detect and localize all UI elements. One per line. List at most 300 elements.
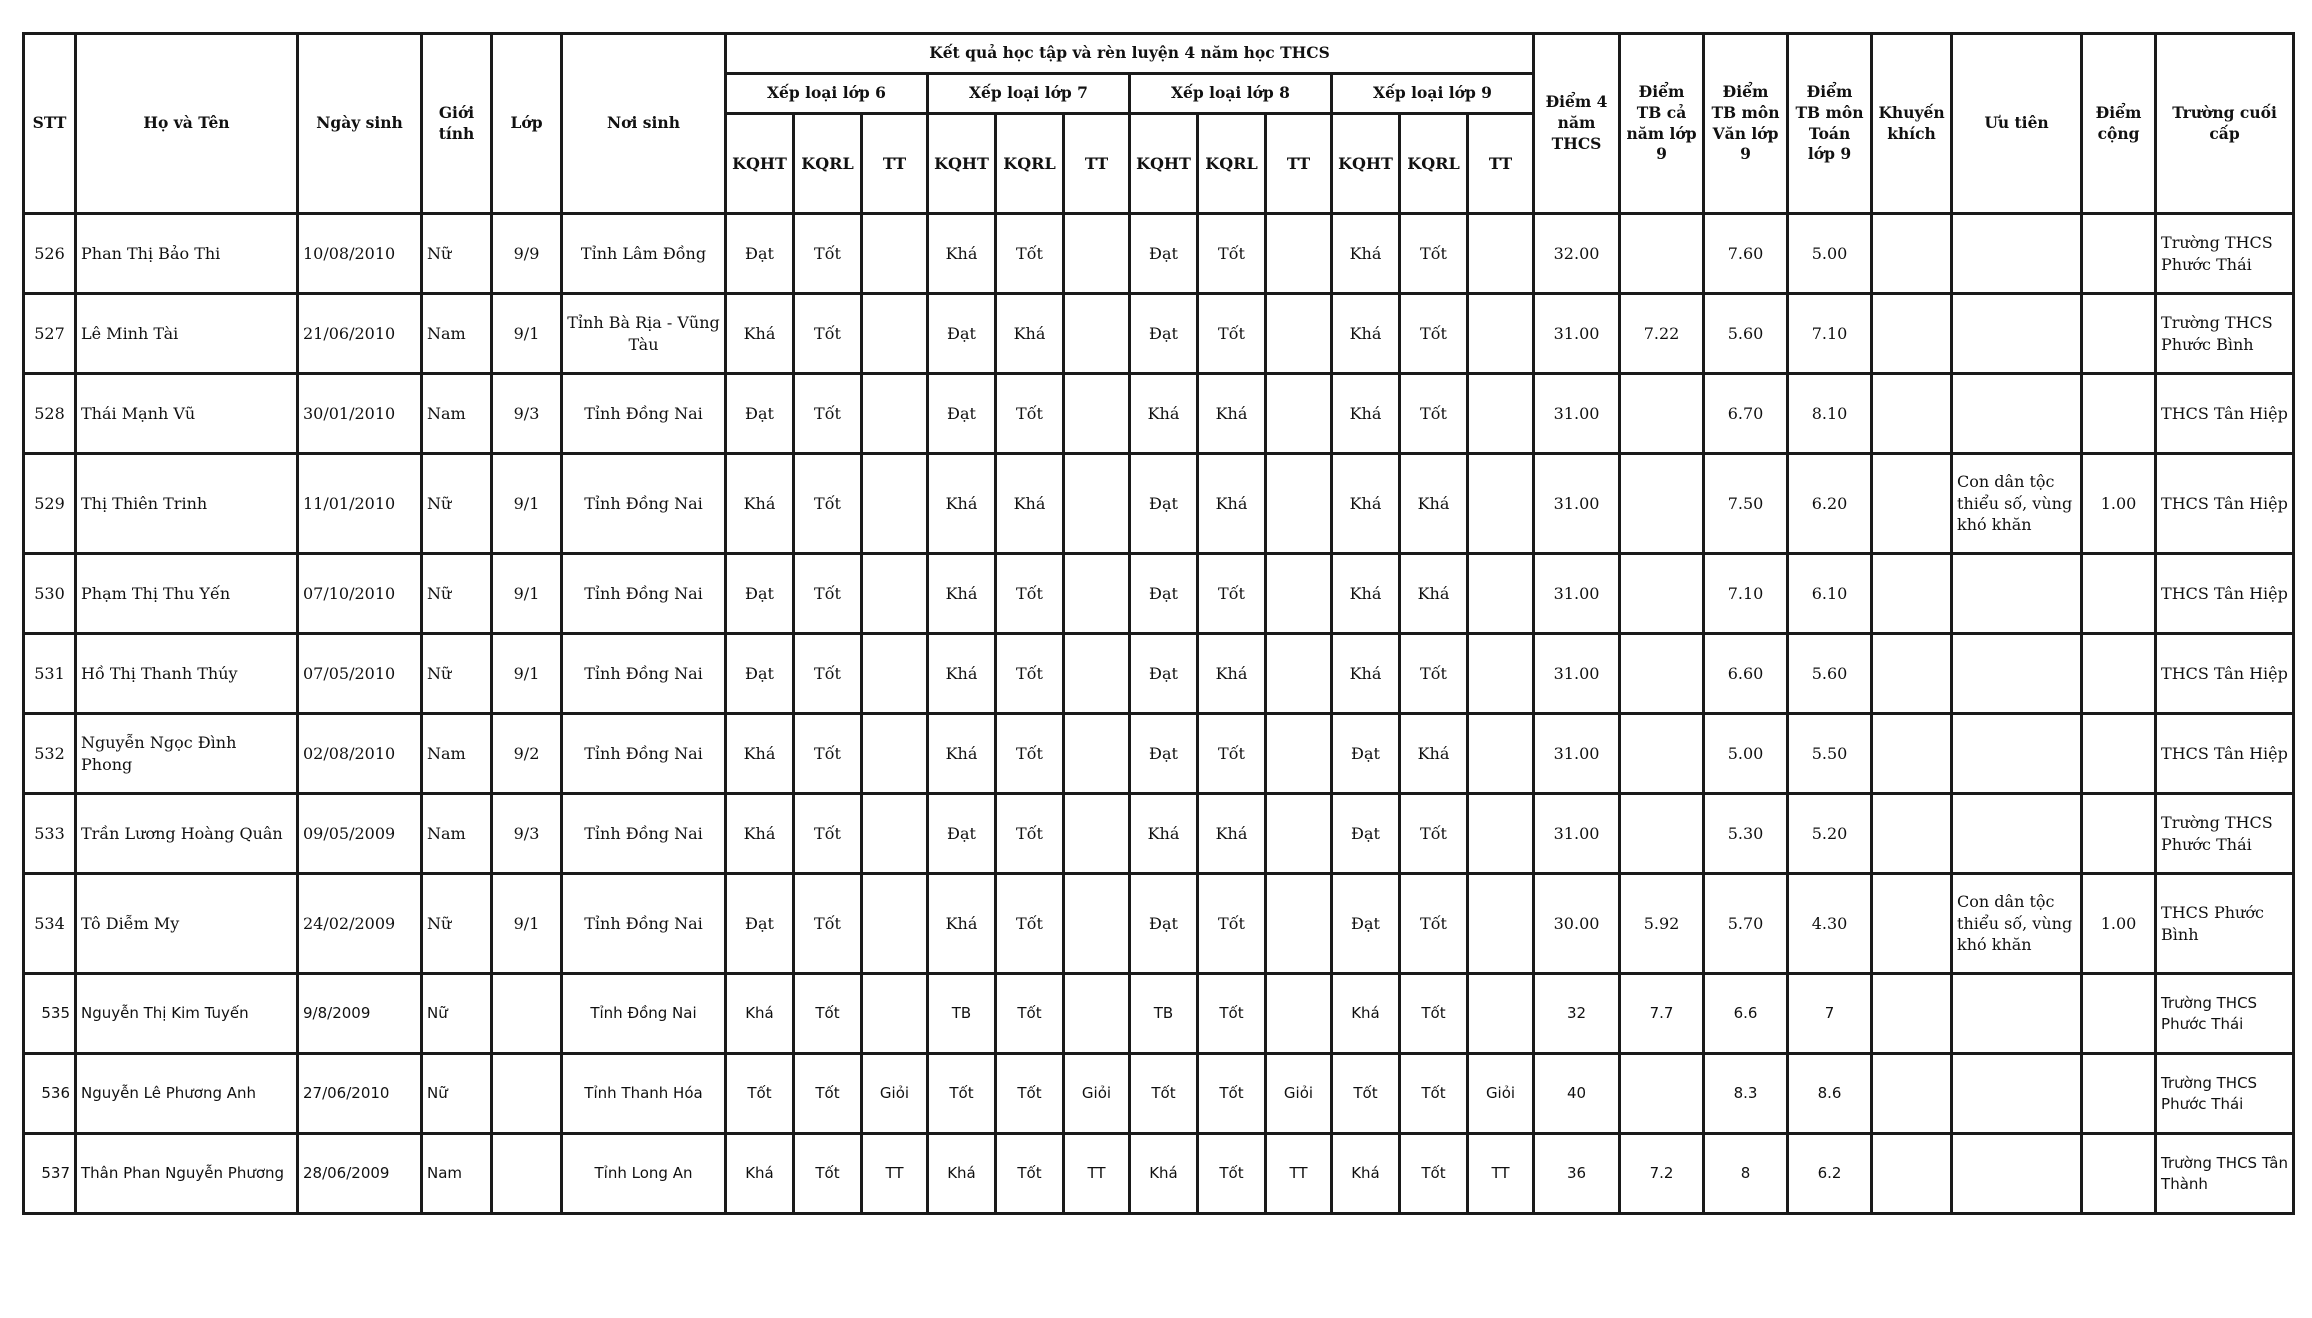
header-grade-8-tt: TT: [1266, 114, 1332, 214]
cell-school: Trường THCS Phước Thái: [2156, 974, 2294, 1054]
header-math9: Điểm TB môn Toán lớp 9: [1788, 34, 1872, 214]
header-class: Lớp: [492, 34, 562, 214]
cell-math9: 5.60: [1788, 634, 1872, 714]
cell-g7-tt: [1064, 634, 1130, 714]
cell-g6-kqht: Đạt: [726, 554, 794, 634]
table-row: [24, 714, 2294, 794]
cell-g9-tt: [1468, 714, 1534, 794]
cell-name: Lê Minh Tài: [76, 294, 298, 374]
header-school: Trường cuối cấp: [2156, 34, 2294, 214]
cell-avg9: [1620, 554, 1704, 634]
header-gender: Giới tính: [422, 34, 492, 214]
cell-score4: 31.00: [1534, 374, 1620, 454]
cell-name: Nguyễn Ngọc Đình Phong: [76, 714, 298, 794]
cell-g7-kqht: Tốt: [928, 1054, 996, 1134]
cell-bonus: [2082, 214, 2156, 294]
cell-g8-kqht: Tốt: [1130, 1054, 1198, 1134]
cell-avg9: [1620, 454, 1704, 554]
cell-score4: 31.00: [1534, 794, 1620, 874]
cell-gender: Nữ: [422, 454, 492, 554]
cell-g8-kqht: Khá: [1130, 794, 1198, 874]
cell-school: Trường THCS Tân Thành: [2156, 1134, 2294, 1214]
cell-birthplace: Tỉnh Long An: [562, 1134, 726, 1214]
cell-g9-kqht: Khá: [1332, 454, 1400, 554]
cell-g8-kqht: Đạt: [1130, 554, 1198, 634]
cell-name: Trần Lương Hoàng Quân: [76, 794, 298, 874]
cell-g7-kqrl: Khá: [996, 294, 1064, 374]
cell-priority: [1952, 294, 2082, 374]
cell-avg9: [1620, 214, 1704, 294]
cell-g6-kqrl: Tốt: [794, 454, 862, 554]
cell-g7-kqrl: Tốt: [996, 1054, 1064, 1134]
cell-g6-tt: [862, 714, 928, 794]
cell-math9: 6.2: [1788, 1134, 1872, 1214]
table-row: [24, 1054, 2294, 1134]
cell-birthplace: Tỉnh Đồng Nai: [562, 974, 726, 1054]
cell-avg9: [1620, 374, 1704, 454]
cell-stt: 527: [24, 294, 76, 374]
cell-g8-kqrl: Khá: [1198, 634, 1266, 714]
cell-class: 9/9: [492, 214, 562, 294]
cell-math9: 6.20: [1788, 454, 1872, 554]
cell-g9-kqht: Đạt: [1332, 794, 1400, 874]
cell-lit9: 8.3: [1704, 1054, 1788, 1134]
cell-birthplace: Tỉnh Đồng Nai: [562, 714, 726, 794]
cell-g7-kqrl: Tốt: [996, 634, 1064, 714]
cell-g6-kqht: Khá: [726, 454, 794, 554]
cell-g8-kqht: TB: [1130, 974, 1198, 1054]
cell-g7-kqht: Đạt: [928, 294, 996, 374]
table-body: [24, 214, 2294, 1214]
cell-birthplace: Tỉnh Đồng Nai: [562, 454, 726, 554]
cell-class: [492, 1134, 562, 1214]
cell-encourage: [1872, 1054, 1952, 1134]
cell-g9-kqrl: Khá: [1400, 554, 1468, 634]
cell-math9: 6.10: [1788, 554, 1872, 634]
cell-g7-kqrl: Tốt: [996, 554, 1064, 634]
cell-encourage: [1872, 374, 1952, 454]
cell-g9-tt: [1468, 634, 1534, 714]
cell-g8-kqht: Đạt: [1130, 294, 1198, 374]
cell-lit9: 6.6: [1704, 974, 1788, 1054]
cell-bonus: [2082, 1054, 2156, 1134]
cell-g9-tt: Giỏi: [1468, 1054, 1534, 1134]
cell-gender: Nữ: [422, 214, 492, 294]
cell-g8-kqht: Khá: [1130, 374, 1198, 454]
cell-g7-kqht: Khá: [928, 554, 996, 634]
cell-stt: 528: [24, 374, 76, 454]
cell-g9-kqht: Khá: [1332, 374, 1400, 454]
cell-birthplace: Tỉnh Đồng Nai: [562, 374, 726, 454]
cell-g8-tt: [1266, 454, 1332, 554]
cell-g7-tt: [1064, 294, 1130, 374]
cell-g8-kqht: Khá: [1130, 1134, 1198, 1214]
cell-dob: 02/08/2010: [298, 714, 422, 794]
cell-g7-tt: [1064, 794, 1130, 874]
cell-class: 9/2: [492, 714, 562, 794]
cell-bonus: 1.00: [2082, 454, 2156, 554]
cell-g6-tt: [862, 294, 928, 374]
cell-class: 9/3: [492, 374, 562, 454]
cell-lit9: 8: [1704, 1134, 1788, 1214]
cell-gender: Nam: [422, 294, 492, 374]
cell-priority: [1952, 1134, 2082, 1214]
cell-class: [492, 1054, 562, 1134]
cell-g8-tt: [1266, 714, 1332, 794]
cell-score4: 31.00: [1534, 454, 1620, 554]
cell-g8-kqht: Đạt: [1130, 874, 1198, 974]
cell-g9-kqht: Khá: [1332, 1134, 1400, 1214]
cell-g6-kqht: Tốt: [726, 1054, 794, 1134]
cell-stt: 535: [24, 974, 76, 1054]
cell-g8-kqrl: Tốt: [1198, 214, 1266, 294]
cell-g8-kqrl: Tốt: [1198, 714, 1266, 794]
cell-g9-tt: [1468, 374, 1534, 454]
cell-school: Trường THCS Phước Thái: [2156, 794, 2294, 874]
cell-dob: 10/08/2010: [298, 214, 422, 294]
header-birthplace: Nơi sinh: [562, 34, 726, 214]
cell-g6-kqrl: Tốt: [794, 374, 862, 454]
cell-birthplace: Tỉnh Lâm Đồng: [562, 214, 726, 294]
cell-g6-tt: [862, 554, 928, 634]
cell-school: THCS Tân Hiệp: [2156, 634, 2294, 714]
cell-g9-kqht: Khá: [1332, 214, 1400, 294]
cell-g6-tt: [862, 454, 928, 554]
cell-school: Trường THCS Phước Bình: [2156, 294, 2294, 374]
header-grade-6-kqrl: KQRL: [794, 114, 862, 214]
cell-avg9: [1620, 1054, 1704, 1134]
cell-g9-kqht: Khá: [1332, 294, 1400, 374]
cell-gender: Nữ: [422, 874, 492, 974]
cell-priority: [1952, 214, 2082, 294]
cell-score4: 31.00: [1534, 554, 1620, 634]
cell-stt: 531: [24, 634, 76, 714]
cell-score4: 40: [1534, 1054, 1620, 1134]
table-row: [24, 454, 2294, 554]
cell-lit9: 5.70: [1704, 874, 1788, 974]
cell-bonus: [2082, 714, 2156, 794]
cell-bonus: [2082, 554, 2156, 634]
cell-bonus: [2082, 794, 2156, 874]
cell-school: Trường THCS Phước Thái: [2156, 214, 2294, 294]
cell-name: Nguyễn Lê Phương Anh: [76, 1054, 298, 1134]
cell-score4: 31.00: [1534, 714, 1620, 794]
cell-score4: 32.00: [1534, 214, 1620, 294]
cell-g9-kqrl: Tốt: [1400, 1134, 1468, 1214]
header-grade-9-tt: TT: [1468, 114, 1534, 214]
cell-encourage: [1872, 794, 1952, 874]
cell-encourage: [1872, 974, 1952, 1054]
cell-stt: 529: [24, 454, 76, 554]
header-name: Họ và Tên: [76, 34, 298, 214]
header-stt: STT: [24, 34, 76, 214]
cell-g9-kqht: Khá: [1332, 974, 1400, 1054]
cell-class: 9/1: [492, 294, 562, 374]
cell-g8-kqht: Đạt: [1130, 214, 1198, 294]
cell-g8-tt: [1266, 634, 1332, 714]
cell-g6-kqrl: Tốt: [794, 794, 862, 874]
cell-g8-kqrl: Tốt: [1198, 294, 1266, 374]
cell-gender: Nữ: [422, 1054, 492, 1134]
cell-encourage: [1872, 294, 1952, 374]
header-lit9: Điểm TB môn Văn lớp 9: [1704, 34, 1788, 214]
cell-math9: 4.30: [1788, 874, 1872, 974]
header-dob: Ngày sinh: [298, 34, 422, 214]
cell-priority: Con dân tộc thiểu số, vùng khó khăn: [1952, 874, 2082, 974]
cell-math9: 5.50: [1788, 714, 1872, 794]
cell-g9-kqrl: Khá: [1400, 714, 1468, 794]
cell-g9-kqrl: Tốt: [1400, 374, 1468, 454]
cell-name: Phan Thị Bảo Thi: [76, 214, 298, 294]
cell-stt: 532: [24, 714, 76, 794]
cell-g6-tt: TT: [862, 1134, 928, 1214]
cell-priority: [1952, 374, 2082, 454]
cell-dob: 07/10/2010: [298, 554, 422, 634]
cell-encourage: [1872, 1134, 1952, 1214]
cell-class: [492, 974, 562, 1054]
cell-g6-tt: Giỏi: [862, 1054, 928, 1134]
cell-avg9: [1620, 634, 1704, 714]
cell-priority: [1952, 634, 2082, 714]
cell-g9-kqrl: Khá: [1400, 454, 1468, 554]
header-grade-9-kqrl: KQRL: [1400, 114, 1468, 214]
cell-g8-tt: [1266, 214, 1332, 294]
cell-g6-kqht: Đạt: [726, 214, 794, 294]
table-row: [24, 874, 2294, 974]
cell-g8-kqrl: Tốt: [1198, 874, 1266, 974]
cell-school: Trường THCS Phước Thái: [2156, 1054, 2294, 1134]
cell-g9-kqrl: Tốt: [1400, 214, 1468, 294]
cell-math9: 5.00: [1788, 214, 1872, 294]
cell-name: Thị Thiên Trinh: [76, 454, 298, 554]
cell-bonus: [2082, 294, 2156, 374]
cell-name: Nguyễn Thị Kim Tuyến: [76, 974, 298, 1054]
cell-g7-kqht: TB: [928, 974, 996, 1054]
table-row: [24, 294, 2294, 374]
cell-gender: Nữ: [422, 974, 492, 1054]
cell-encourage: [1872, 554, 1952, 634]
cell-school: THCS Tân Hiệp: [2156, 714, 2294, 794]
table-row: [24, 634, 2294, 714]
cell-g7-kqht: Khá: [928, 214, 996, 294]
cell-g8-tt: Giỏi: [1266, 1054, 1332, 1134]
cell-encourage: [1872, 634, 1952, 714]
cell-lit9: 6.70: [1704, 374, 1788, 454]
cell-birthplace: Tỉnh Đồng Nai: [562, 554, 726, 634]
header-grade-6-tt: TT: [862, 114, 928, 214]
cell-dob: 24/02/2009: [298, 874, 422, 974]
cell-g7-kqrl: Tốt: [996, 374, 1064, 454]
cell-g6-kqrl: Tốt: [794, 294, 862, 374]
cell-g6-kqrl: Tốt: [794, 554, 862, 634]
cell-g6-kqht: Khá: [726, 714, 794, 794]
cell-g6-kqrl: Tốt: [794, 714, 862, 794]
cell-g7-kqht: Đạt: [928, 794, 996, 874]
cell-gender: Nam: [422, 374, 492, 454]
cell-g7-tt: [1064, 554, 1130, 634]
cell-g8-kqrl: Tốt: [1198, 974, 1266, 1054]
cell-g9-tt: [1468, 554, 1534, 634]
cell-g6-kqht: Khá: [726, 294, 794, 374]
header-grade-6: Xếp loại lớp 6: [726, 74, 928, 114]
cell-g6-tt: [862, 974, 928, 1054]
cell-lit9: 5.60: [1704, 294, 1788, 374]
cell-g8-tt: [1266, 794, 1332, 874]
header-grade-8: Xếp loại lớp 8: [1130, 74, 1332, 114]
cell-avg9: [1620, 794, 1704, 874]
table-row: [24, 554, 2294, 634]
cell-g7-kqrl: Khá: [996, 454, 1064, 554]
cell-g6-tt: [862, 794, 928, 874]
header-grade-6-kqht: KQHT: [726, 114, 794, 214]
cell-g8-kqrl: Tốt: [1198, 1054, 1266, 1134]
cell-lit9: 7.60: [1704, 214, 1788, 294]
cell-g7-kqht: Khá: [928, 634, 996, 714]
cell-g6-tt: [862, 214, 928, 294]
cell-g7-tt: [1064, 454, 1130, 554]
cell-g7-kqht: Đạt: [928, 374, 996, 454]
cell-g8-kqrl: Khá: [1198, 794, 1266, 874]
cell-g6-kqht: Khá: [726, 794, 794, 874]
cell-birthplace: Tỉnh Bà Rịa - Vũng Tàu: [562, 294, 726, 374]
cell-math9: 5.20: [1788, 794, 1872, 874]
cell-g8-kqrl: Khá: [1198, 454, 1266, 554]
cell-school: THCS Tân Hiệp: [2156, 554, 2294, 634]
cell-encourage: [1872, 214, 1952, 294]
cell-bonus: [2082, 1134, 2156, 1214]
cell-g7-kqrl: Tốt: [996, 1134, 1064, 1214]
cell-g8-tt: [1266, 974, 1332, 1054]
cell-g7-kqht: Khá: [928, 874, 996, 974]
cell-g7-tt: [1064, 214, 1130, 294]
cell-g7-tt: [1064, 974, 1130, 1054]
cell-stt: 526: [24, 214, 76, 294]
cell-school: THCS Phước Bình: [2156, 874, 2294, 974]
cell-class: 9/1: [492, 554, 562, 634]
cell-g6-kqrl: Tốt: [794, 974, 862, 1054]
cell-g9-kqht: Khá: [1332, 634, 1400, 714]
table-row: [24, 214, 2294, 294]
cell-dob: 07/05/2010: [298, 634, 422, 714]
cell-stt: 536: [24, 1054, 76, 1134]
cell-g7-tt: [1064, 374, 1130, 454]
cell-dob: 27/06/2010: [298, 1054, 422, 1134]
cell-gender: Nữ: [422, 554, 492, 634]
cell-lit9: 7.50: [1704, 454, 1788, 554]
header-score4: Điểm 4 năm THCS: [1534, 34, 1620, 214]
cell-stt: 537: [24, 1134, 76, 1214]
cell-dob: 09/05/2009: [298, 794, 422, 874]
cell-birthplace: Tỉnh Đồng Nai: [562, 874, 726, 974]
cell-name: Tô Diễm My: [76, 874, 298, 974]
cell-dob: 21/06/2010: [298, 294, 422, 374]
cell-class: 9/3: [492, 794, 562, 874]
cell-g9-kqrl: Tốt: [1400, 794, 1468, 874]
cell-g7-tt: Giỏi: [1064, 1054, 1130, 1134]
cell-score4: 36: [1534, 1134, 1620, 1214]
cell-school: THCS Tân Hiệp: [2156, 374, 2294, 454]
cell-lit9: 7.10: [1704, 554, 1788, 634]
header-bonus: Điểm cộng: [2082, 34, 2156, 214]
cell-g6-tt: [862, 874, 928, 974]
cell-math9: 8.6: [1788, 1054, 1872, 1134]
cell-priority: [1952, 794, 2082, 874]
cell-school: THCS Tân Hiệp: [2156, 454, 2294, 554]
cell-g7-tt: [1064, 714, 1130, 794]
cell-g7-kqrl: Tốt: [996, 714, 1064, 794]
cell-g9-tt: [1468, 294, 1534, 374]
cell-g6-kqrl: Tốt: [794, 1054, 862, 1134]
table-header: [24, 34, 2294, 214]
cell-priority: Con dân tộc thiểu số, vùng khó khăn: [1952, 454, 2082, 554]
cell-bonus: 1.00: [2082, 874, 2156, 974]
cell-avg9: 7.2: [1620, 1134, 1704, 1214]
cell-dob: 11/01/2010: [298, 454, 422, 554]
cell-g9-tt: [1468, 874, 1534, 974]
cell-g6-kqht: Đạt: [726, 634, 794, 714]
header-avg9: Điểm TB cả năm lớp 9: [1620, 34, 1704, 214]
cell-birthplace: Tỉnh Đồng Nai: [562, 634, 726, 714]
cell-avg9: 5.92: [1620, 874, 1704, 974]
student-results-table: [22, 32, 2295, 1215]
cell-lit9: 6.60: [1704, 634, 1788, 714]
cell-g7-kqrl: Tốt: [996, 214, 1064, 294]
header-grade-9: Xếp loại lớp 9: [1332, 74, 1534, 114]
header-grade-7-kqrl: KQRL: [996, 114, 1064, 214]
cell-g8-tt: [1266, 374, 1332, 454]
cell-stt: 533: [24, 794, 76, 874]
cell-priority: [1952, 974, 2082, 1054]
cell-g9-kqrl: Tốt: [1400, 294, 1468, 374]
cell-g6-tt: [862, 374, 928, 454]
cell-g6-kqrl: Tốt: [794, 1134, 862, 1214]
cell-g8-kqrl: Tốt: [1198, 1134, 1266, 1214]
cell-math9: 7: [1788, 974, 1872, 1054]
cell-math9: 8.10: [1788, 374, 1872, 454]
cell-birthplace: Tỉnh Thanh Hóa: [562, 1054, 726, 1134]
cell-g6-kqht: Khá: [726, 1134, 794, 1214]
cell-name: Thân Phan Nguyễn Phương: [76, 1134, 298, 1214]
cell-avg9: 7.22: [1620, 294, 1704, 374]
cell-g7-tt: [1064, 874, 1130, 974]
header-encourage: Khuyến khích: [1872, 34, 1952, 214]
cell-g8-kqht: Đạt: [1130, 634, 1198, 714]
table-row: [24, 974, 2294, 1054]
cell-lit9: 5.30: [1704, 794, 1788, 874]
cell-g9-tt: [1468, 794, 1534, 874]
cell-g6-kqht: Đạt: [726, 374, 794, 454]
table-row: [24, 1134, 2294, 1214]
header-grade-8-kqrl: KQRL: [1198, 114, 1266, 214]
cell-encourage: [1872, 874, 1952, 974]
cell-class: 9/1: [492, 874, 562, 974]
cell-g9-tt: TT: [1468, 1134, 1534, 1214]
cell-bonus: [2082, 634, 2156, 714]
cell-priority: [1952, 554, 2082, 634]
cell-g9-kqrl: Tốt: [1400, 874, 1468, 974]
cell-g8-kqrl: Tốt: [1198, 554, 1266, 634]
cell-stt: 530: [24, 554, 76, 634]
cell-encourage: [1872, 714, 1952, 794]
cell-g8-tt: [1266, 294, 1332, 374]
cell-g9-kqrl: Tốt: [1400, 634, 1468, 714]
cell-g7-kqht: Khá: [928, 1134, 996, 1214]
cell-gender: Nam: [422, 794, 492, 874]
header-grade-9-kqht: KQHT: [1332, 114, 1400, 214]
cell-g9-kqrl: Tốt: [1400, 1054, 1468, 1134]
cell-dob: 30/01/2010: [298, 374, 422, 454]
cell-encourage: [1872, 454, 1952, 554]
